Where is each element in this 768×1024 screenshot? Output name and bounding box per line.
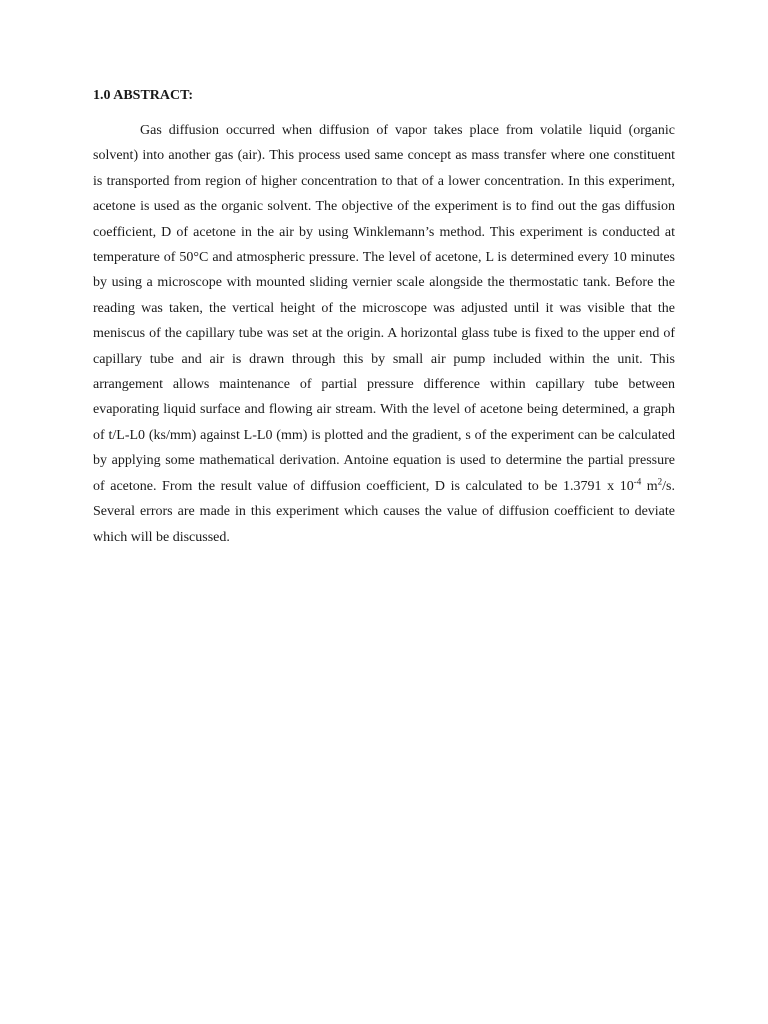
section-heading: 1.0 ABSTRACT:	[93, 88, 194, 103]
abstract-text-part1: Gas diffusion occurred when diffusion of vapor takes place from volatile liquid (organic solvent) into another gas (air). This process used same concept as mass transfer where one constituent is transported from region of higher concentration to that of a lower concentration. In this experiment, acetone is used as the organic solvent. The objective of the experiment is to find out the gas diffusion coefficient, D of acetone in the air by using Winklemann’s method. This experiment is conducted at temperature of 50°C and atmospheric pressure. The level of acetone, L is determined every 10 minutes by using a microscope with mounted sliding vernier scale alongside the thermostatic tank. Before the reading was taken, the vertical height of the microscope was adjusted until it was visible that the meniscus of the capillary tube was set at the origin. A horizontal glass tube is fixed to the upper end of capillary tube and air is drawn through this by small air pump included within the unit. This arrangement allows maintenance of partial pressure difference within capillary tube between evaporating liquid surface and flowing air stream. With the level of acetone being determined, a graph of t/L-L0 (ks/mm) against L-L0 (mm) is plotted and the gradient, s of the experiment can be calculated by applying some mathematical derivation. Antoine equation is used to determine the partial pressure of acetone. From the result value of diffusion coefficient, D is calculated to be 1.3791 x 10	[93, 123, 675, 494]
document-page	[93, 86, 675, 550]
unit-superscript: 2	[657, 476, 663, 487]
abstract-text-part2: m	[641, 478, 658, 494]
abstract-paragraph	[93, 118, 675, 550]
exponent-superscript: -4	[633, 476, 642, 487]
abstract-text-part3: /s. Several errors are made in this experiment which causes the value of diffusion coefficient to deviate which will be discussed.	[93, 478, 676, 545]
